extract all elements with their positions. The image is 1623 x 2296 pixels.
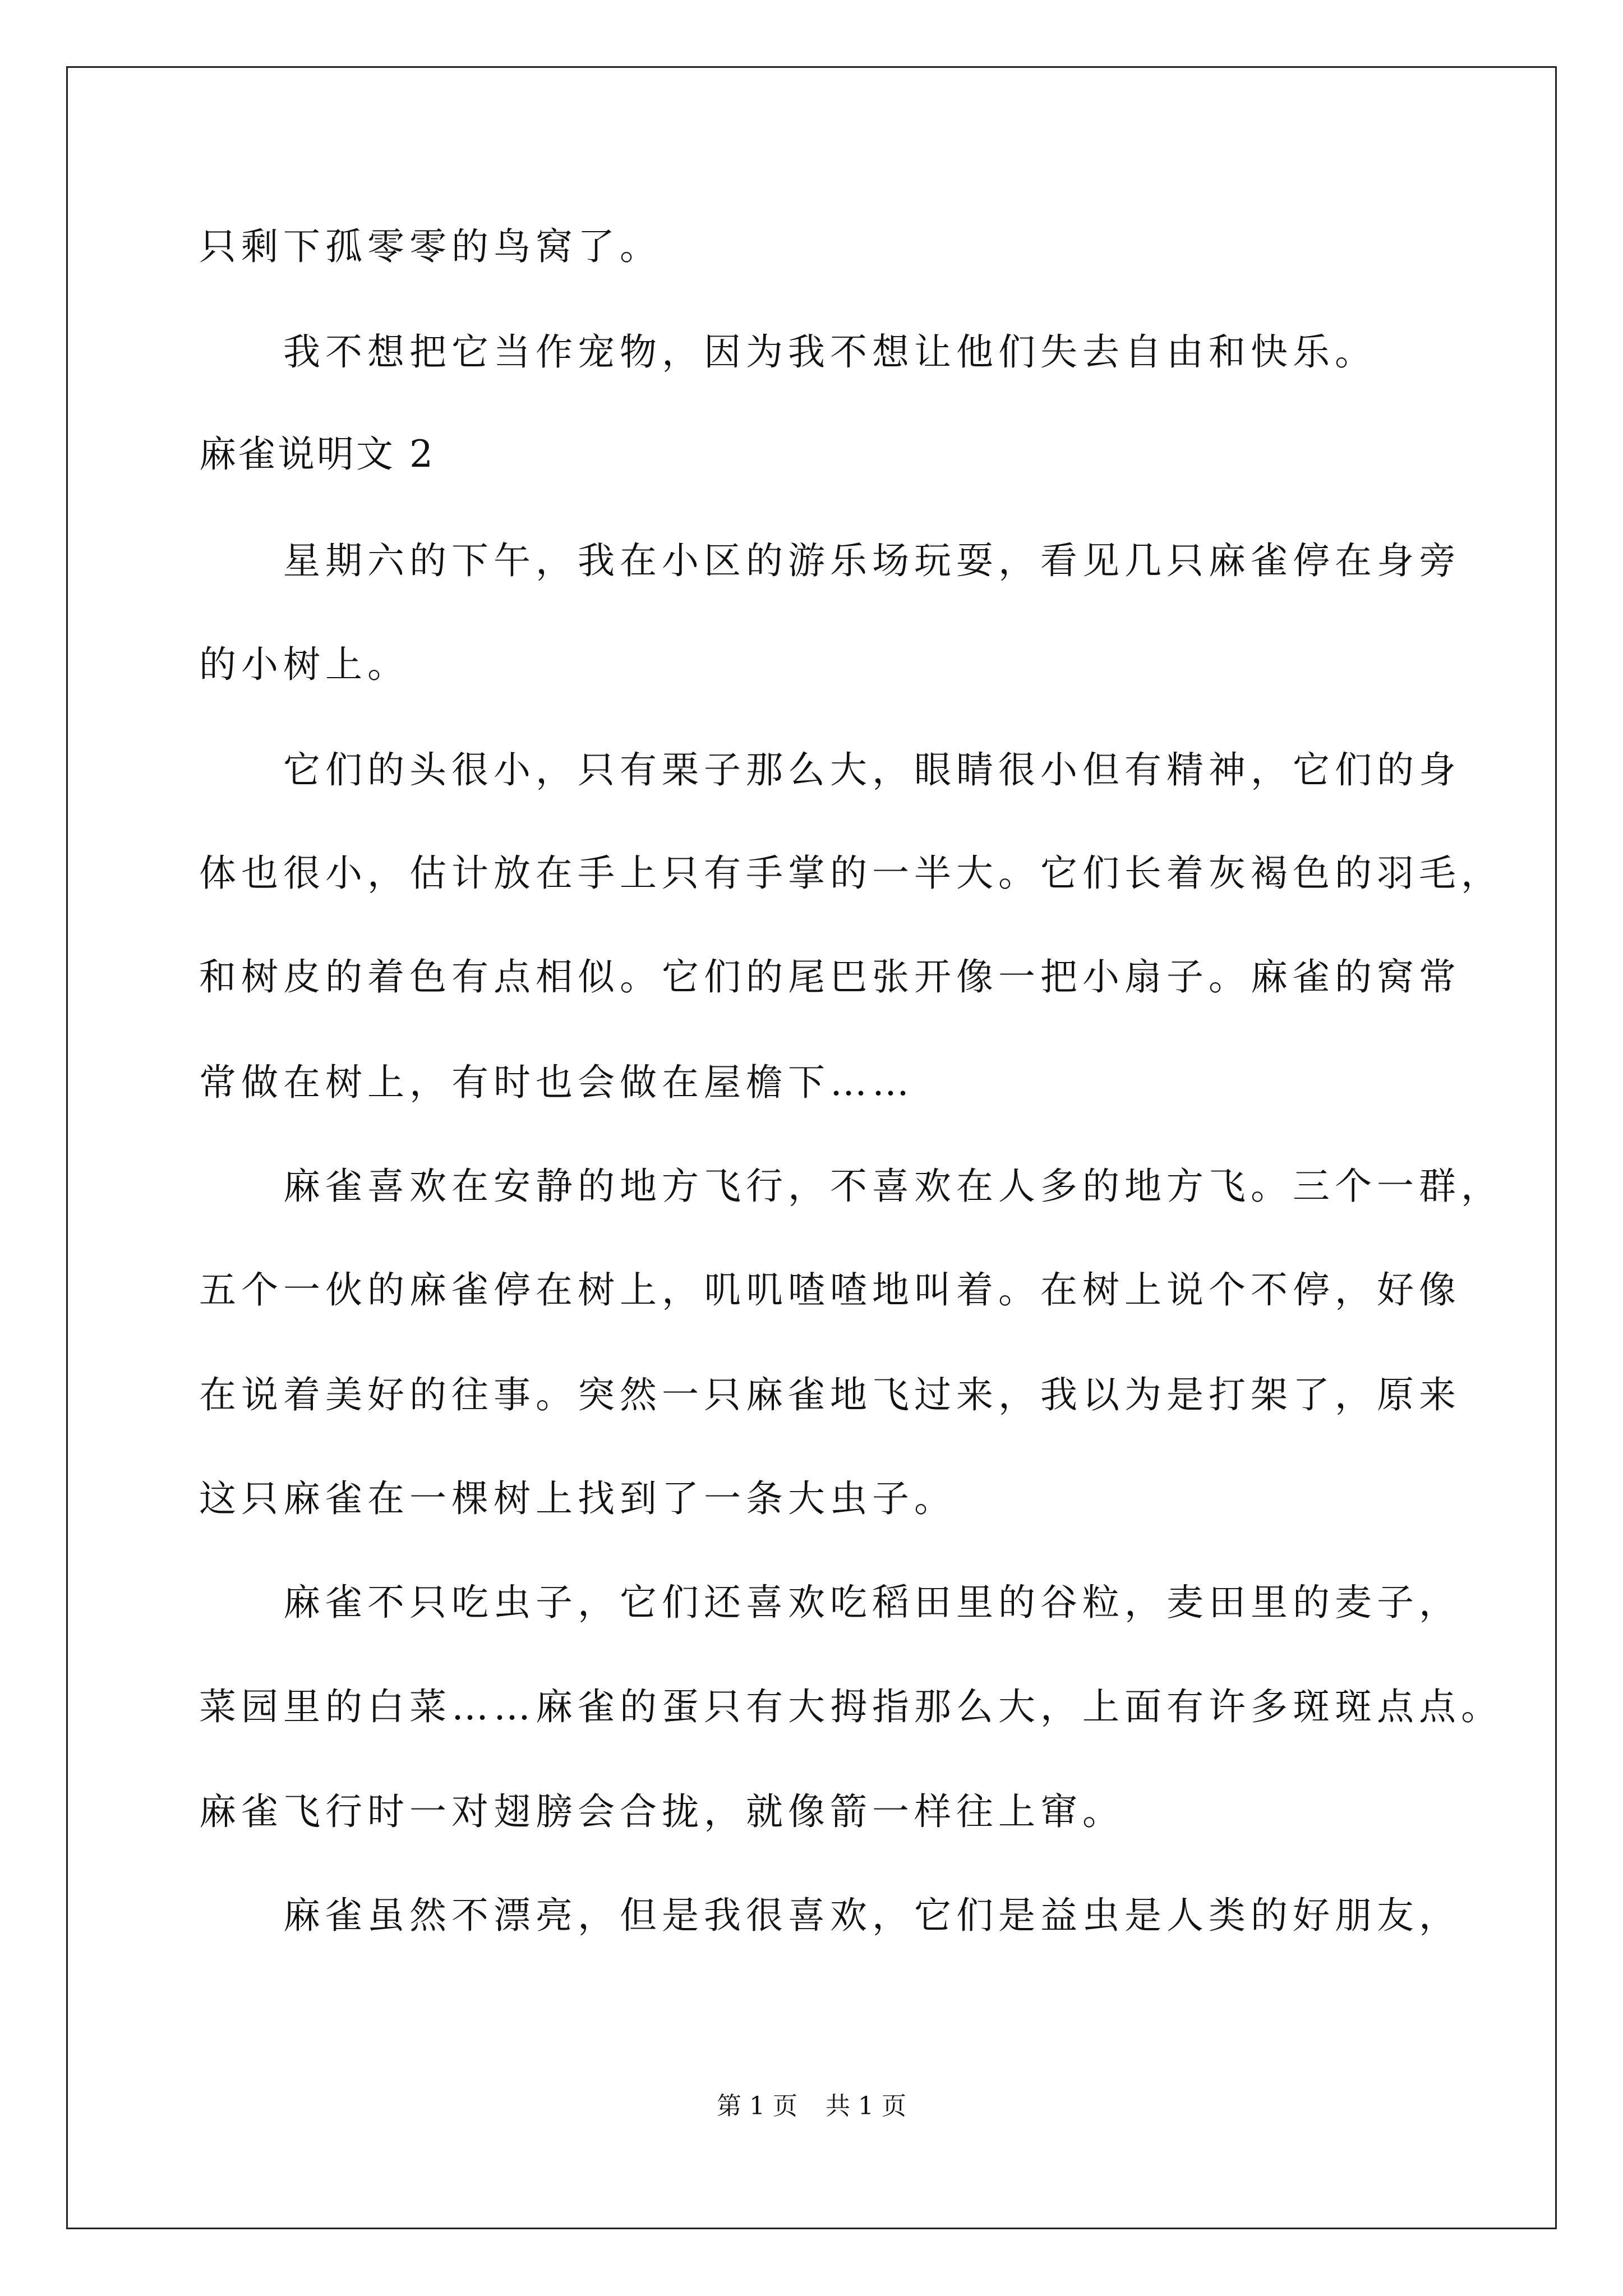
paragraph-line: 星期六的下午，我在小区的游乐场玩耍，看见几只麻雀停在身旁 xyxy=(283,539,1461,582)
paragraph-line: 麻雀不只吃虫子，它们还喜欢吃稻田里的谷粒，麦田里的麦子， xyxy=(283,1581,1461,1624)
page-footer xyxy=(0,2090,1623,2123)
text-line: 常做在树上，有时也会做在屋檐下…… xyxy=(199,1061,914,1104)
text-line: 五个一伙的麻雀停在树上，叽叽喳喳地叫着。在树上说个不停，好像 xyxy=(199,1268,1461,1312)
text-line: 菜园里的白菜……麻雀的蛋只有大拇指那么大，上面有许多斑斑点点。 xyxy=(199,1685,1503,1728)
page-total: 共 1 页 xyxy=(826,2092,906,2120)
paragraph-line: 它们的头很小，只有栗子那么大，眼睛很小但有精神，它们的身 xyxy=(283,748,1461,792)
section-heading: 麻雀说明文 2 xyxy=(199,432,435,476)
text-line: 在说着美好的往事。突然一只麻雀地飞过来，我以为是打架了，原来 xyxy=(199,1373,1461,1416)
paragraph-line: 麻雀喜欢在安静的地方飞行，不喜欢在人多的地方飞。三个一群， xyxy=(283,1165,1503,1208)
text-line: 体也很小，估计放在手上只有手掌的一半大。它们长着灰褐色的羽毛， xyxy=(199,852,1503,895)
text-line: 麻雀飞行时一对翅膀会合拢，就像箭一样往上窜。 xyxy=(199,1790,1124,1833)
paragraph-line: 我不想把它当作宠物，因为我不想让他们失去自由和快乐。 xyxy=(283,330,1377,374)
paragraph-line: 麻雀虽然不漂亮，但是我很喜欢，它们是益虫是人类的好朋友， xyxy=(283,1894,1461,1937)
text-line: 这只麻雀在一棵树上找到了一条大虫子。 xyxy=(199,1477,956,1520)
text-line: 的小树上。 xyxy=(199,643,409,686)
text-line: 只剩下孤零零的鸟窝了。 xyxy=(199,225,662,268)
text-line: 和树皮的着色有点相似。它们的尾巴张开像一把小扇子。麻雀的窝常 xyxy=(199,955,1461,999)
page-number: 第 1 页 xyxy=(717,2092,797,2120)
